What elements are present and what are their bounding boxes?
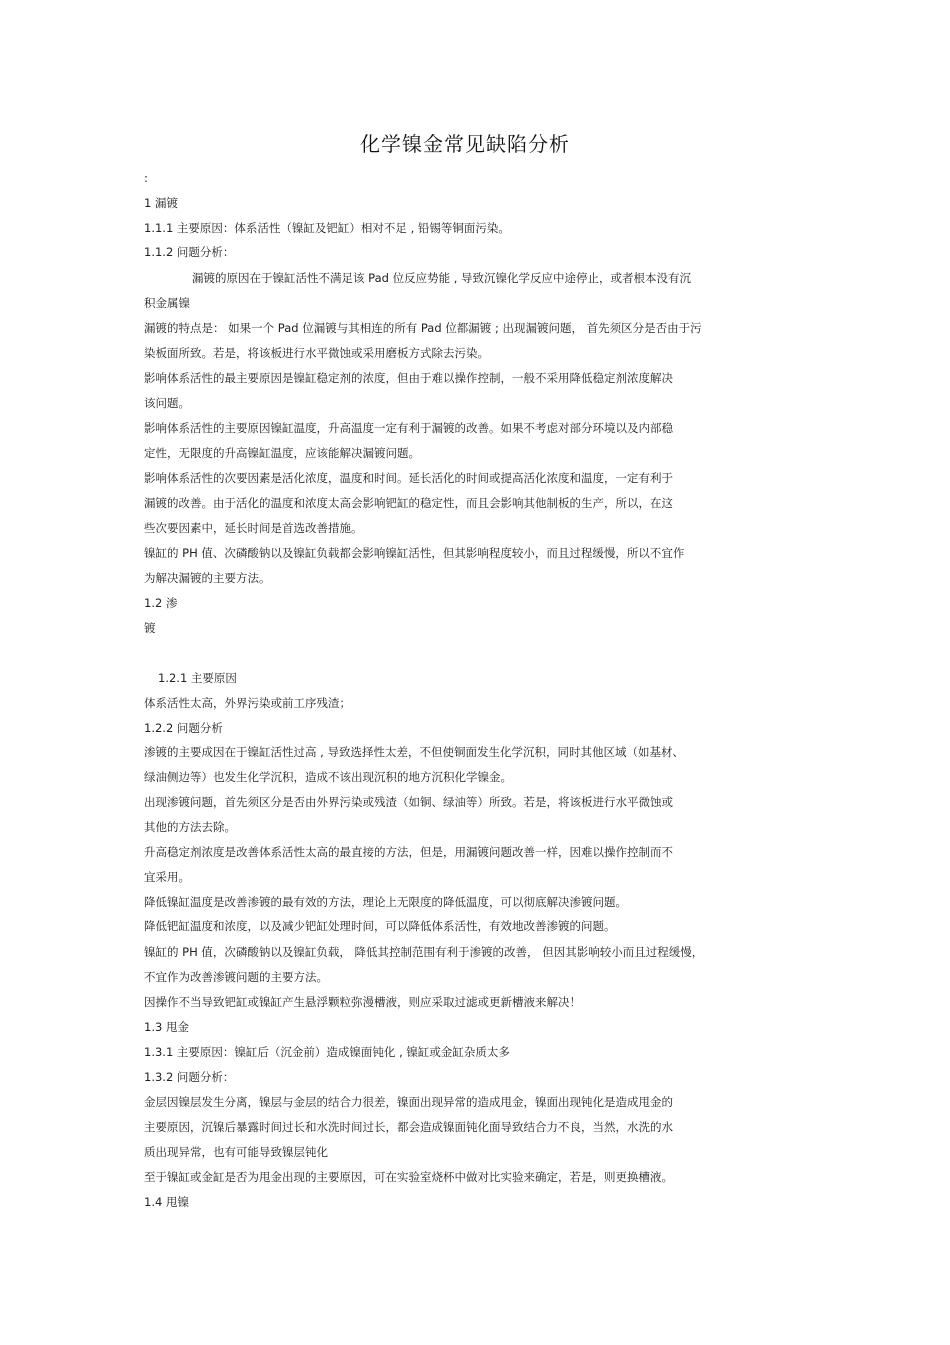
subsection-heading: 1.2.1 主要原因 bbox=[158, 671, 237, 685]
text-line: 不宜作为改善渗镀问题的主要方法。 bbox=[144, 970, 328, 984]
text-line: 染板面所致。若是，将该板进行水平微蚀或采用磨板方式除去污染。 bbox=[144, 346, 489, 360]
text-line: 宜采用。 bbox=[144, 870, 190, 884]
text-line: 定性，无限度的升高镍缸温度，应该能解决漏镀问题。 bbox=[144, 446, 420, 460]
text-line: 镍缸的 PH 值，次磷酸钠以及镍缸负载， 降低其控制范围有利于渗镀的改善， 但因其影响较小而且过程缓慢， bbox=[144, 945, 704, 959]
text-line: 质出现异常，也有可能导致镍层钝化 bbox=[144, 1145, 328, 1159]
text-line: : bbox=[144, 171, 148, 185]
section-heading: 1.2 渗 bbox=[144, 596, 178, 610]
subsection-heading: 1.2.2 问题分析 bbox=[144, 721, 223, 735]
text-line: 其他的方法去除。 bbox=[144, 820, 236, 834]
text-line: 金层因镍层发生分离，镍层与金层的结合力很差，镍面出现异常的造成甩金，镍面出现钝化是造成甩金的 bbox=[144, 1095, 673, 1109]
text-line: 1.3.1 主要原因：镍缸后（沉金前）造成镍面钝化 , 镍缸或金缸杂质太多 bbox=[144, 1045, 510, 1059]
text-line: 影响体系活性的主要原因镍缸温度，升高温度一定有利于漏镀的改善。如果不考虑对部分环境以及内部稳 bbox=[144, 421, 673, 435]
section-heading-continued: 镀 bbox=[144, 621, 156, 635]
text-line: 主要原因，沉镍后暴露时间过长和水洗时间过长，都会造成镍面钝化面导致结合力不良，当然，水洗的水 bbox=[144, 1120, 673, 1134]
text-line: 绿油侧边等）也发生化学沉积，造成不该出现沉积的地方沉积化学镍金。 bbox=[144, 770, 512, 784]
text-line: 些次要因素中，延长时间是首选改善措施。 bbox=[144, 521, 363, 535]
subsection-heading: 1.1.2 问题分析： bbox=[144, 245, 235, 259]
text-line: 影响体系活性的次要因素是活化浓度，温度和时间。延长活化的时间或提高活化浓度和温度，一定有利于 bbox=[144, 471, 673, 485]
text-line: 因操作不当导致钯缸或镍缸产生悬浮颗粒弥漫槽液，则应采取过滤或更新槽液来解决！ bbox=[144, 995, 581, 1009]
text-line: 体系活性太高，外界污染或前工序残渣； bbox=[144, 696, 351, 710]
subsection-heading: 1.3.2 问题分析： bbox=[144, 1070, 235, 1084]
text-line: 降低钯缸温度和浓度，以及减少钯缸处理时间，可以降低体系活性，有效地改善渗镀的问题。 bbox=[144, 919, 616, 933]
text-line: 渗镀的主要成因在于镍缸活性过高 , 导致选择性太差，不但使铜面发生化学沉积，同时其他区域（如基材、 bbox=[144, 745, 684, 759]
text-line: 出现渗镀问题，首先须区分是否由外界污染或残渣（如铜、绿油等）所致。若是，将该板进行水平微蚀或 bbox=[144, 795, 673, 809]
document-title: 化学镍金常见缺陷分析 bbox=[360, 132, 570, 156]
text-line: 1.1.1 主要原因：体系活性（镍缸及钯缸）相对不足 , 铅锡等铜面污染。 bbox=[144, 221, 510, 235]
text-line: 为解决漏镀的主要方法。 bbox=[144, 571, 271, 585]
text-line: 漏镀的改善。由于活化的温度和浓度太高会影响钯缸的稳定性，而且会影响其他制板的生产，所以，在这 bbox=[144, 496, 673, 510]
section-heading: 1.3 甩金 bbox=[144, 1020, 189, 1034]
text-line: 升高稳定剂浓度是改善体系活性太高的最直接的方法，但是，用漏镀问题改善一样，因难以操作控制而不 bbox=[144, 845, 673, 859]
text-line: 影响体系活性的最主要原因是镍缸稳定剂的浓度，但由于难以操作控制，一般不采用降低稳定剂浓度解决 bbox=[144, 371, 673, 385]
text-line: 漏镀的原因在于镍缸活性不满足该 Pad 位反应势能 , 导致沉镍化学反应中途停止，或者根本没有沉 bbox=[192, 271, 692, 285]
text-line: 至于镍缸或金缸是否为甩金出现的主要原因，可在实验室烧杯中做对比实验来确定，若是，则更换槽液。 bbox=[144, 1170, 673, 1184]
section-heading: 1.4 甩镍 bbox=[144, 1195, 189, 1209]
text-line: 该问题。 bbox=[144, 396, 190, 410]
section-heading: 1 漏镀 bbox=[144, 196, 178, 210]
text-line: 积金属镍 bbox=[144, 296, 190, 310]
text-line: 降低镍缸温度是改善渗镀的最有效的方法，理论上无限度的降低温度，可以彻底解决渗镀问题。 bbox=[144, 895, 627, 909]
text-line: 镍缸的 PH 值、次磷酸钠以及镍缸负载都会影响镍缸活性，但其影响程度较小，而且过程缓慢，所以不宜作 bbox=[144, 546, 685, 560]
text-line: 漏镀的特点是： 如果一个 Pad 位漏镀与其相连的所有 Pad 位都漏镀 ; 出现漏镀问题， 首先须区分是否由于污 bbox=[144, 321, 702, 335]
